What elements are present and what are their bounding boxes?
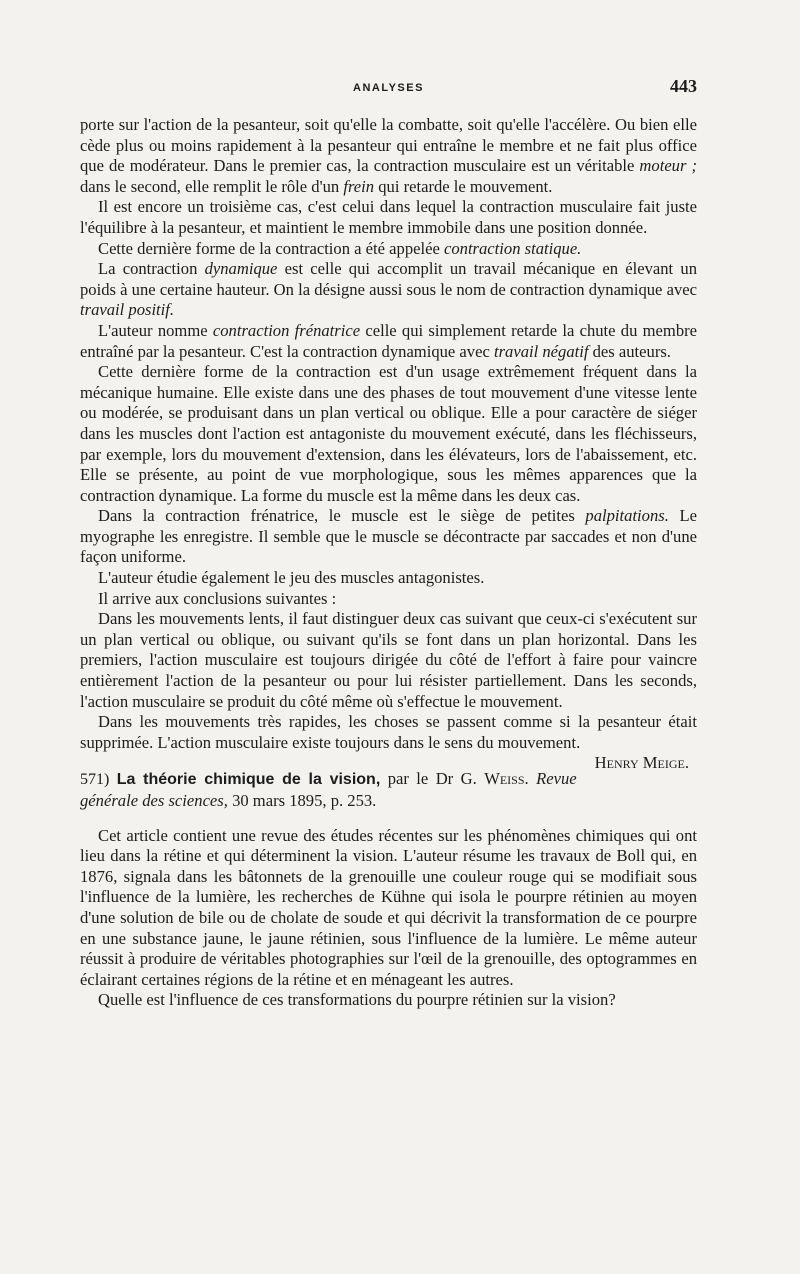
paragraph-3: Cette dernière forme de la contraction a été appelée contraction statique.: [98, 238, 582, 258]
paragraph-12: Cet article contient une revue des études récentes sur les phénomènes chimiques qui ont lieu dans la rétine et qui déterminent la vision. L'auteur résume les travaux de Boll qui, en 1876, signala dans les bâtonnets de la grenouille une couleur rouge qui se modifiait sous l'influence de la lumière, les recherches de Kühne qui isola le pourpre rétinien au moyen d'une solution de bile ou de cholate de soude et qui décrivit la transformation de ce pourpre en une substance jaune, le jaune rétinien, sous l'influence de la lumière. Le même auteur réussit à produire de véritables photographies sur l'œil de la grenouille, des optogrammes en éclairant certaines régions de la rétine et en ménageant les autres.: [80, 825, 697, 989]
paragraph-2: Il est encore un troisième cas, c'est celui dans lequel la contraction musculaire fait juste l'équilibre à la pesanteur, et maintient le membre immobile dans une position donnée.: [80, 197, 697, 237]
paragraph-9: Il arrive aux conclusions suivantes :: [98, 588, 337, 608]
article-date: 30 mars 1895, p. 253.: [232, 791, 377, 810]
paragraph-5: L'auteur nomme contraction frénatrice celle qui simplement retarde la chute du membre entraîné par la pesanteur. C'est la contraction dynamique avec travail négatif des auteurs.: [80, 320, 698, 361]
article-author: Weiss.: [484, 769, 529, 789]
article-journal: Revue générale des sciences,: [80, 769, 577, 810]
article-title: La théorie chimique de la vision,: [116, 771, 381, 789]
paragraph-1: porte sur l'action de la pesanteur, soit qu'elle la combatte, soit qu'elle l'accélère. Ou bien elle cède plus ou moins rapidement à la pesanteur qui entraîne le membre et ne fait plus office que de modérateur. Dans le premier cas, la contraction musculaire est un véritable moteur ; dans le second, elle remplit le rôle d'un frein qui retarde le mouvement.: [80, 115, 697, 196]
article-number: 571): [80, 771, 110, 789]
body-text: [80, 115, 697, 1011]
paragraph-6: Cette dernière forme de la contraction est d'un usage extrêmement fréquent dans la mécanique humaine. Elle existe dans une des phases de tout mouvement d'une vitesse lente ou modérée, se produisant dans un plan vertical ou oblique. Elle a pour caractère de siéger dans les muscles dont l'action est antagoniste du mouvement exécuté, dans les fléchisseurs, par exemple, lors du mouvement d'extension, dans les élévateurs, lors de l'abaissement, etc. Elle se présente, au point de vue morphologique, sous les mêmes apparences que la contraction dynamique. La forme du muscle est la même dans les deux cas.: [80, 362, 697, 505]
signature: Henry Meige.: [594, 753, 689, 773]
page-number: 443: [670, 76, 697, 96]
paragraph-13: Quelle est l'influence de ces transformations du pourpre rétinien sur la vision?: [98, 990, 616, 1010]
paragraph-10: Dans les mouvements lents, il faut distinguer deux cas suivant que ceux-ci s'exécutent sur un plan vertical ou oblique, ou suivant qu'ils se font dans un plan horizontal. Dans les premiers, l'action musculaire est toujours dirigée du côté de l'effort à faire pour vaincre entièrement l'action de la pesanteur ou pour lui résister partiellement. Dans les seconds, l'action musculaire se produit du côté même où s'effectue le mouvement.: [80, 609, 697, 711]
paragraph-11: Dans les mouvements très rapides, les choses se passent comme si la pesanteur était supprimée. L'action musculaire existe toujours dans le sens du mouvement. Henry Meige.: [80, 712, 697, 773]
paragraph-7: Dans la contraction frénatrice, le muscle est le siège de petites palpitations. Le myographe les enregistre. Il semble que le muscle se décontracte par saccades et non d'une façon uniforme.: [80, 506, 697, 567]
paragraph-8: L'auteur étudie également le jeu des muscles antagonistes.: [98, 568, 485, 588]
paragraph-4: La contraction dynamique est celle qui accomplit un travail mécanique en élevant un poids à une certaine hauteur. On la désigne aussi sous le nom de contraction dynamique avec travail positif.: [80, 259, 697, 320]
page-header: [80, 76, 697, 100]
running-title: ANALYSES: [353, 82, 424, 94]
article-heading: 571) La théorie chimique de la vision, par le Dr G. Weiss. Revue générale des sciences, 30 mars 1895, p. 253.: [80, 769, 577, 810]
